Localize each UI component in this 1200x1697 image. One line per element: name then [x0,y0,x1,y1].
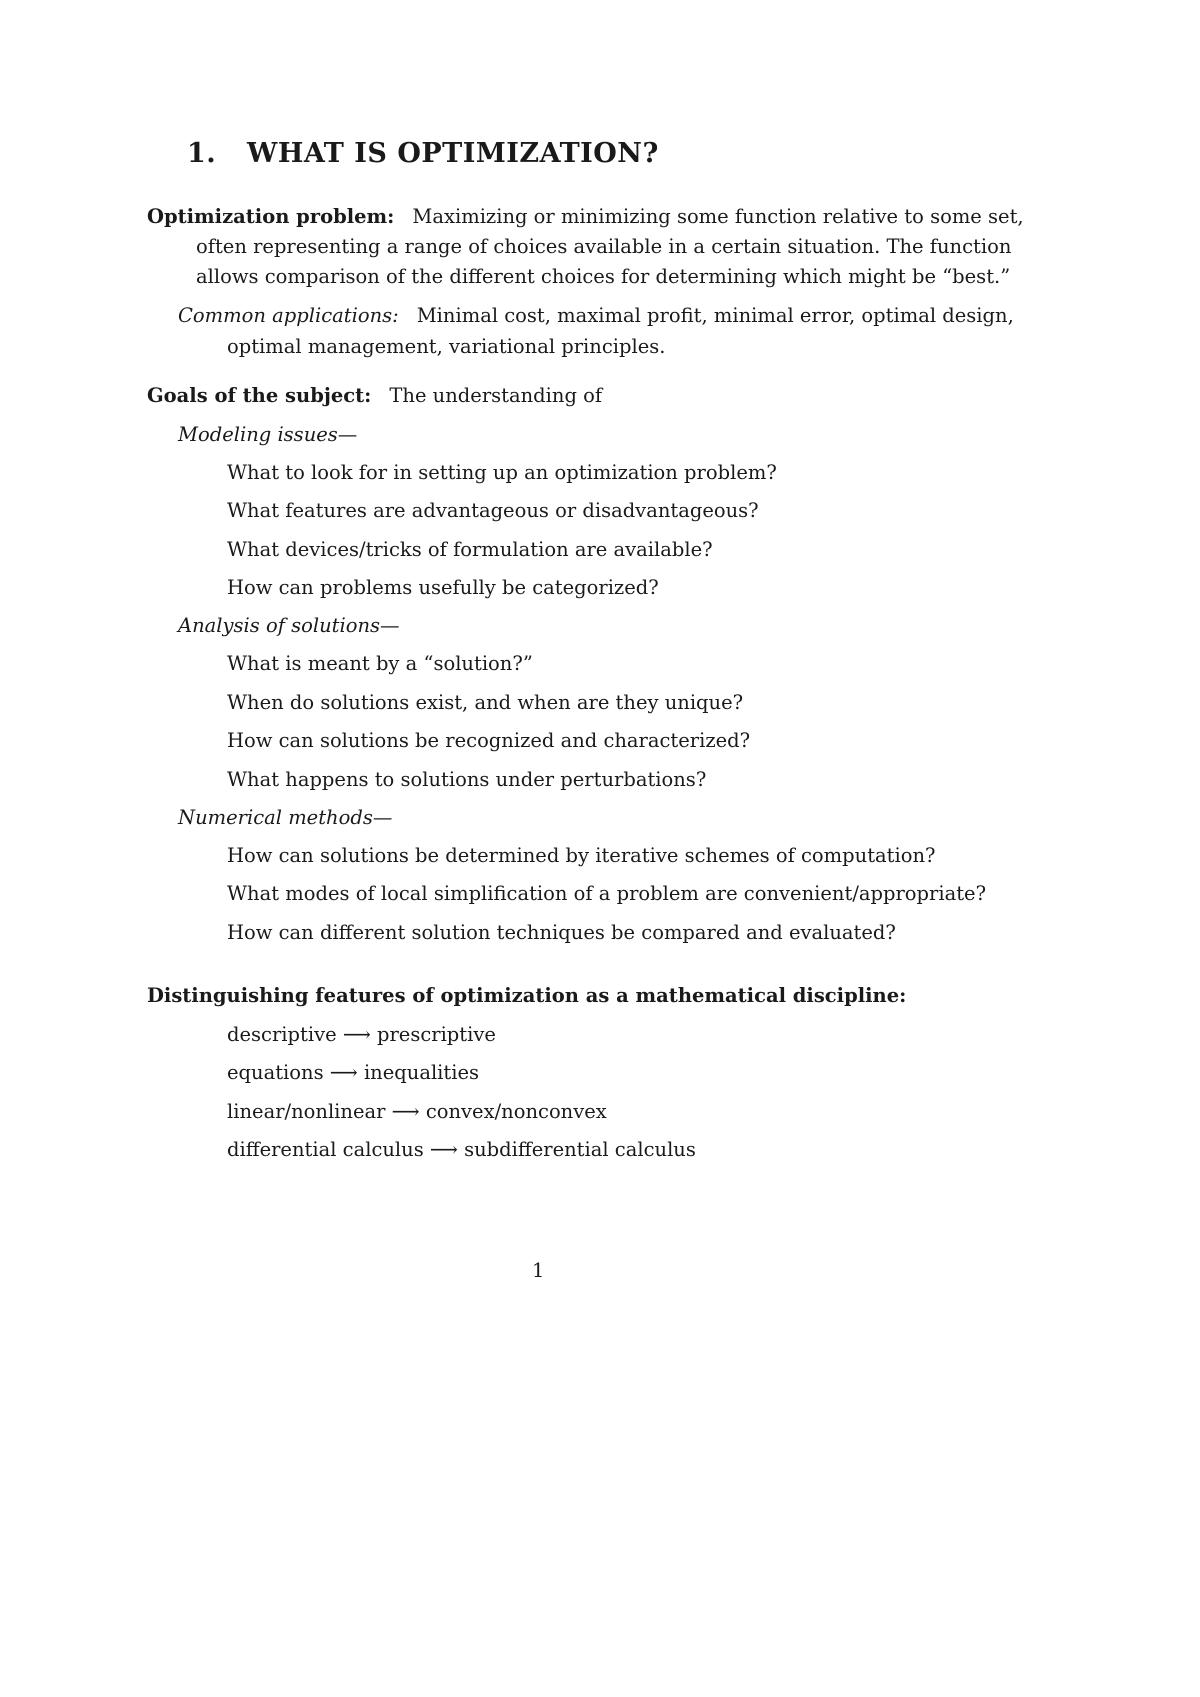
optimization-problem-line-1 [147,202,1024,232]
page-number: 1 [532,1259,545,1282]
list-item: When do solutions exist, and when are they unique? [227,691,744,714]
common-applications-text-1: Minimal cost, maximal profit, minimal error, optimal design, [416,304,1014,327]
optimization-problem-text-1: Maximizing or minimizing some function relative to some set, [412,205,1024,228]
chapter-number: 1. [187,138,217,169]
list-item: How can problems usefully be categorized? [227,576,659,599]
feature-item: equations ⟶ inequalities [227,1061,480,1084]
group-title-modeling: Modeling issues— [178,423,358,446]
list-item: What modes of local simplification of a problem are convenient/appropriate? [227,882,987,905]
feature-item: differential calculus ⟶ subdifferential calculus [227,1138,696,1161]
list-item: How can different solution techniques be compared and evaluated? [227,921,896,944]
list-item: What to look for in setting up an optimization problem? [227,461,777,484]
list-item: What is meant by a “solution?” [227,652,533,675]
list-item: What happens to solutions under perturbations? [227,768,707,791]
group-title-analysis: Analysis of solutions— [178,614,400,637]
common-applications-line-2: optimal management, variational principles. [227,335,666,358]
common-applications-line-1 [178,301,1014,331]
feature-item: descriptive ⟶ prescriptive [227,1023,496,1046]
chapter-title [187,138,659,169]
distinguishing-heading: Distinguishing features of optimization as a mathematical discipline: [147,984,907,1007]
optimization-problem-line-3: allows comparison of the different choices for determining which might be “best.” [196,265,1011,288]
list-item: What features are advantageous or disadvantageous? [227,499,759,522]
list-item: How can solutions be determined by iterative schemes of computation? [227,844,936,867]
goals-line [147,381,602,411]
goals-heading: Goals of the subject: [147,384,372,407]
feature-item: linear/nonlinear ⟶ convex/nonconvex [227,1100,607,1123]
goals-lead: The understanding of [389,384,603,407]
list-item: What devices/tricks of formulation are available? [227,538,713,561]
list-item: How can solutions be recognized and characterized? [227,729,751,752]
chapter-title-text: WHAT IS OPTIMIZATION? [247,138,659,169]
optimization-problem-line-2: often representing a range of choices available in a certain situation. The function [196,235,1012,258]
common-applications-heading: Common applications: [178,304,399,327]
optimization-problem-heading: Optimization problem: [147,205,395,228]
group-title-numerical: Numerical methods— [178,806,393,829]
